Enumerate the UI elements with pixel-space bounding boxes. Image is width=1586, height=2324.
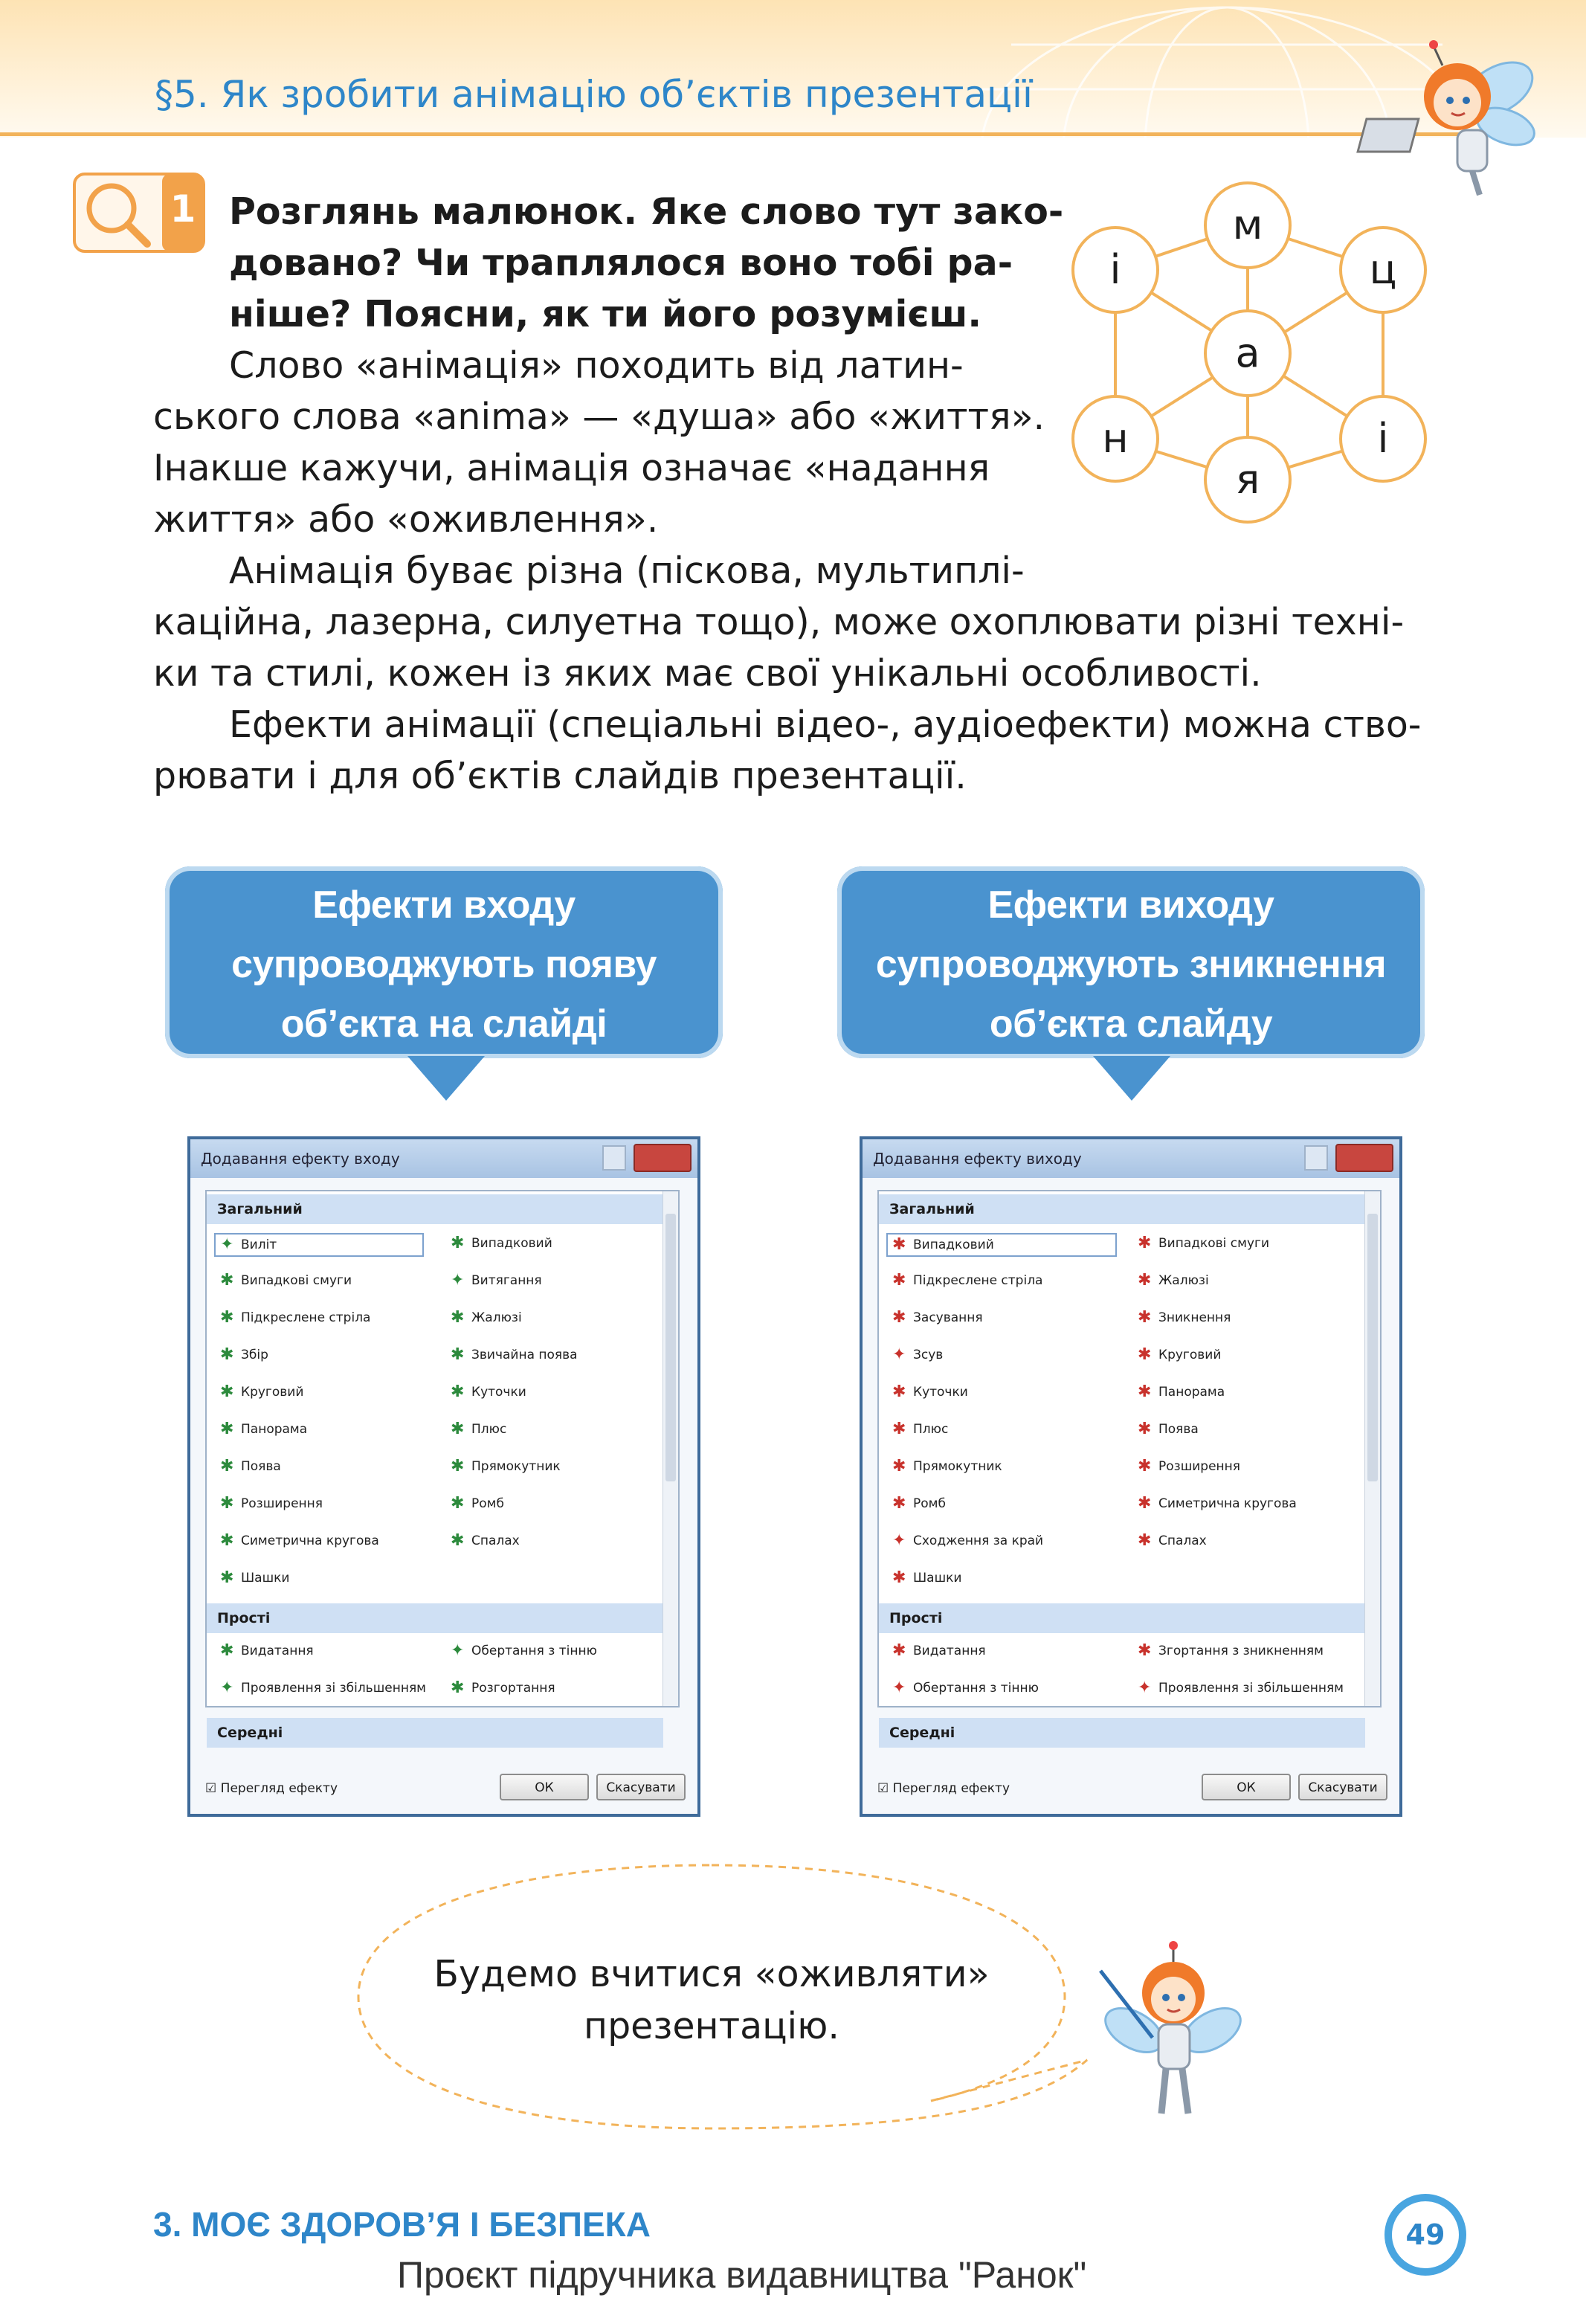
paragraph-animation-types: Анімація буває різна (піскова, мультиплі- каційна, лазерна, силуетна тощо), може охоплювати різні техні- ки та стилі, кожен із яких має свої унікальні особливості.: [153, 550, 1405, 695]
effect-item[interactable]: ✱ Панорама: [220, 1420, 308, 1438]
effect-item[interactable]: ✱ Розгортання: [451, 1678, 555, 1697]
effect-item[interactable]: ✱ Панорама: [1138, 1383, 1225, 1401]
effect-item[interactable]: ✱ Куточки: [451, 1383, 526, 1401]
effect-item[interactable]: ✱ Розширення: [1138, 1457, 1241, 1475]
effect-item[interactable]: ✱ Плюс: [451, 1420, 507, 1438]
effect-item[interactable]: ✱ Поява: [1138, 1420, 1199, 1438]
effect-item[interactable]: ✱ Згортання з зникненням: [1138, 1641, 1324, 1660]
effect-item[interactable]: ✱ Шашки: [892, 1568, 962, 1587]
ok-button[interactable]: ОК: [500, 1774, 589, 1800]
effect-item[interactable]: ✱ Жалюзі: [451, 1308, 522, 1327]
paragraph-effects: Ефекти анімації (спеціальні відео-, аудіоефекти) можна ство- рювати і для об’єктів слайдів презентації.: [153, 704, 1422, 797]
dialog-title: Додавання ефекту виходу: [863, 1139, 1399, 1178]
effect-item[interactable]: ✱ Ромб: [892, 1494, 946, 1513]
effect-item[interactable]: ✦ Зсув: [892, 1345, 944, 1364]
fairy-with-pointer-icon: [1093, 1941, 1249, 2127]
scrollbar-thumb[interactable]: [665, 1214, 676, 1481]
effect-item[interactable]: ✱ Круговий: [220, 1383, 304, 1401]
dialog-title: Додавання ефекту входу: [190, 1139, 697, 1178]
publisher-note: Проєкт підручника видавництва "Ранок": [397, 2254, 1087, 2296]
puzzle-letter: ц: [1369, 246, 1397, 293]
effect-item[interactable]: ✱ Жалюзі: [1138, 1271, 1209, 1290]
effects-list[interactable]: [205, 1190, 680, 1741]
effect-item[interactable]: ✱ Круговий: [1138, 1345, 1222, 1364]
effect-item[interactable]: ✱ Випадковий: [886, 1233, 1117, 1257]
effect-item[interactable]: ✦ Обертання з тінню: [892, 1678, 1039, 1697]
effects-list[interactable]: [877, 1190, 1382, 1741]
effect-item[interactable]: ✱ Випадкові смуги: [220, 1271, 352, 1290]
callout-entrance-pointer: [407, 1056, 485, 1101]
group-header-general: Загальний: [879, 1194, 1365, 1224]
effect-item[interactable]: ✱ Звичайна поява: [451, 1345, 578, 1364]
effect-item[interactable]: ✱ Збір: [220, 1345, 268, 1364]
speech-bubble-text: Будемо вчитися «оживляти» презентацію.: [433, 1953, 990, 2047]
group-header-simple: Прості: [207, 1603, 663, 1633]
preview-checkbox[interactable]: ☑ Перегляд ефекту: [877, 1781, 1010, 1796]
group-header-simple: Прості: [879, 1603, 1365, 1633]
task-question: Розглянь малюнок. Яке слово тут зако- довано? Чи траплялося воно тобі ра- ніше? Поясни, як ти його розумієш.: [229, 190, 1064, 335]
scrollbar[interactable]: [1364, 1191, 1380, 1706]
callout-exit-pointer: [1093, 1056, 1170, 1101]
callout-exit-effects: Ефекти виходу супроводжують зникнення об’єкта слайду: [837, 866, 1425, 1058]
effect-item[interactable]: ✦ Проявлення зі збільшенням: [1138, 1678, 1344, 1697]
header-rule: [0, 132, 1480, 136]
group-header-general: Загальний: [207, 1194, 663, 1224]
puzzle-letter: і: [1109, 246, 1121, 293]
help-button[interactable]: [602, 1145, 626, 1171]
help-button[interactable]: [1304, 1145, 1328, 1171]
effect-item[interactable]: ✱ Видатання: [220, 1641, 314, 1660]
effect-item[interactable]: ✱ Видатання: [892, 1641, 986, 1660]
effect-item[interactable]: ✱ Підкреслене стріла: [220, 1308, 371, 1327]
effect-item[interactable]: ✱ Симетрична кругова: [1138, 1494, 1297, 1513]
close-button[interactable]: [634, 1144, 692, 1172]
puzzle-letter: я: [1235, 456, 1260, 503]
group-header-medium: Середні: [879, 1718, 1365, 1748]
puzzle-letter: н: [1102, 415, 1129, 462]
effect-item[interactable]: ✦ Витягання: [451, 1271, 542, 1290]
effect-item[interactable]: ✱ Ромб: [451, 1494, 504, 1513]
cancel-button[interactable]: Скасувати: [1298, 1774, 1387, 1800]
effect-item[interactable]: ✦ Виліт: [214, 1233, 424, 1257]
effect-item[interactable]: ✱ Випадковий: [451, 1234, 552, 1252]
add-entrance-effect-dialog: [187, 1136, 700, 1817]
add-exit-effect-dialog: [860, 1136, 1402, 1817]
effect-item[interactable]: ✱ Плюс: [892, 1420, 949, 1438]
close-button[interactable]: [1335, 1144, 1393, 1172]
group-header-medium: Середні: [207, 1718, 663, 1748]
effect-item[interactable]: ✱ Випадкові смуги: [1138, 1234, 1270, 1252]
effect-item[interactable]: ✱ Куточки: [892, 1383, 968, 1401]
puzzle-letter: і: [1377, 415, 1389, 462]
cancel-button[interactable]: Скасувати: [596, 1774, 686, 1800]
effect-item[interactable]: ✱ Засування: [892, 1308, 983, 1327]
effect-item[interactable]: ✦ Обертання з тінню: [451, 1641, 597, 1660]
effect-item[interactable]: ✱ Спалах: [1138, 1531, 1207, 1550]
footer-section-label: 3. МОЄ ЗДОРОВ’Я І БЕЗПЕКА: [153, 2205, 651, 2244]
paragraph-anima: Слово «анімація» походить від латин- ського слова «anima» — «душа» або «життя». Інакше кажучи, анімація означає «надання життя» або «оживлення».: [153, 344, 1045, 541]
section-title: §5. Як зробити анімацію об’єктів презентації: [155, 73, 1033, 116]
effect-item[interactable]: ✱ Розширення: [220, 1494, 323, 1513]
effect-item[interactable]: ✦ Сходження за край: [892, 1531, 1044, 1550]
callout-entrance-effects: Ефекти входу супроводжують появу об’єкта на слайді: [165, 866, 723, 1058]
puzzle-letter: м: [1232, 202, 1263, 248]
preview-checkbox[interactable]: ☑ Перегляд ефекту: [205, 1781, 338, 1796]
effect-item[interactable]: ✱ Прямокутник: [892, 1457, 1002, 1475]
effect-item[interactable]: ✱ Зникнення: [1138, 1308, 1231, 1327]
effect-item[interactable]: ✱ Прямокутник: [451, 1457, 561, 1475]
scrollbar[interactable]: [663, 1191, 678, 1706]
ok-button[interactable]: ОК: [1202, 1774, 1291, 1800]
effect-item[interactable]: ✱ Симетрична кругова: [220, 1531, 379, 1550]
scrollbar-thumb[interactable]: [1367, 1214, 1378, 1481]
effect-item[interactable]: ✱ Шашки: [220, 1568, 290, 1587]
page-number: 49: [1384, 2194, 1466, 2276]
effect-item[interactable]: ✱ Поява: [220, 1457, 281, 1475]
effect-item[interactable]: ✱ Підкреслене стріла: [892, 1271, 1043, 1290]
puzzle-letter: а: [1235, 329, 1260, 376]
letter-puzzle-diagram: [1056, 167, 1442, 539]
task-number: 1: [170, 187, 196, 231]
effect-item[interactable]: ✱ Спалах: [451, 1531, 520, 1550]
effect-item[interactable]: ✦ Проявлення зі збільшенням: [220, 1678, 426, 1697]
